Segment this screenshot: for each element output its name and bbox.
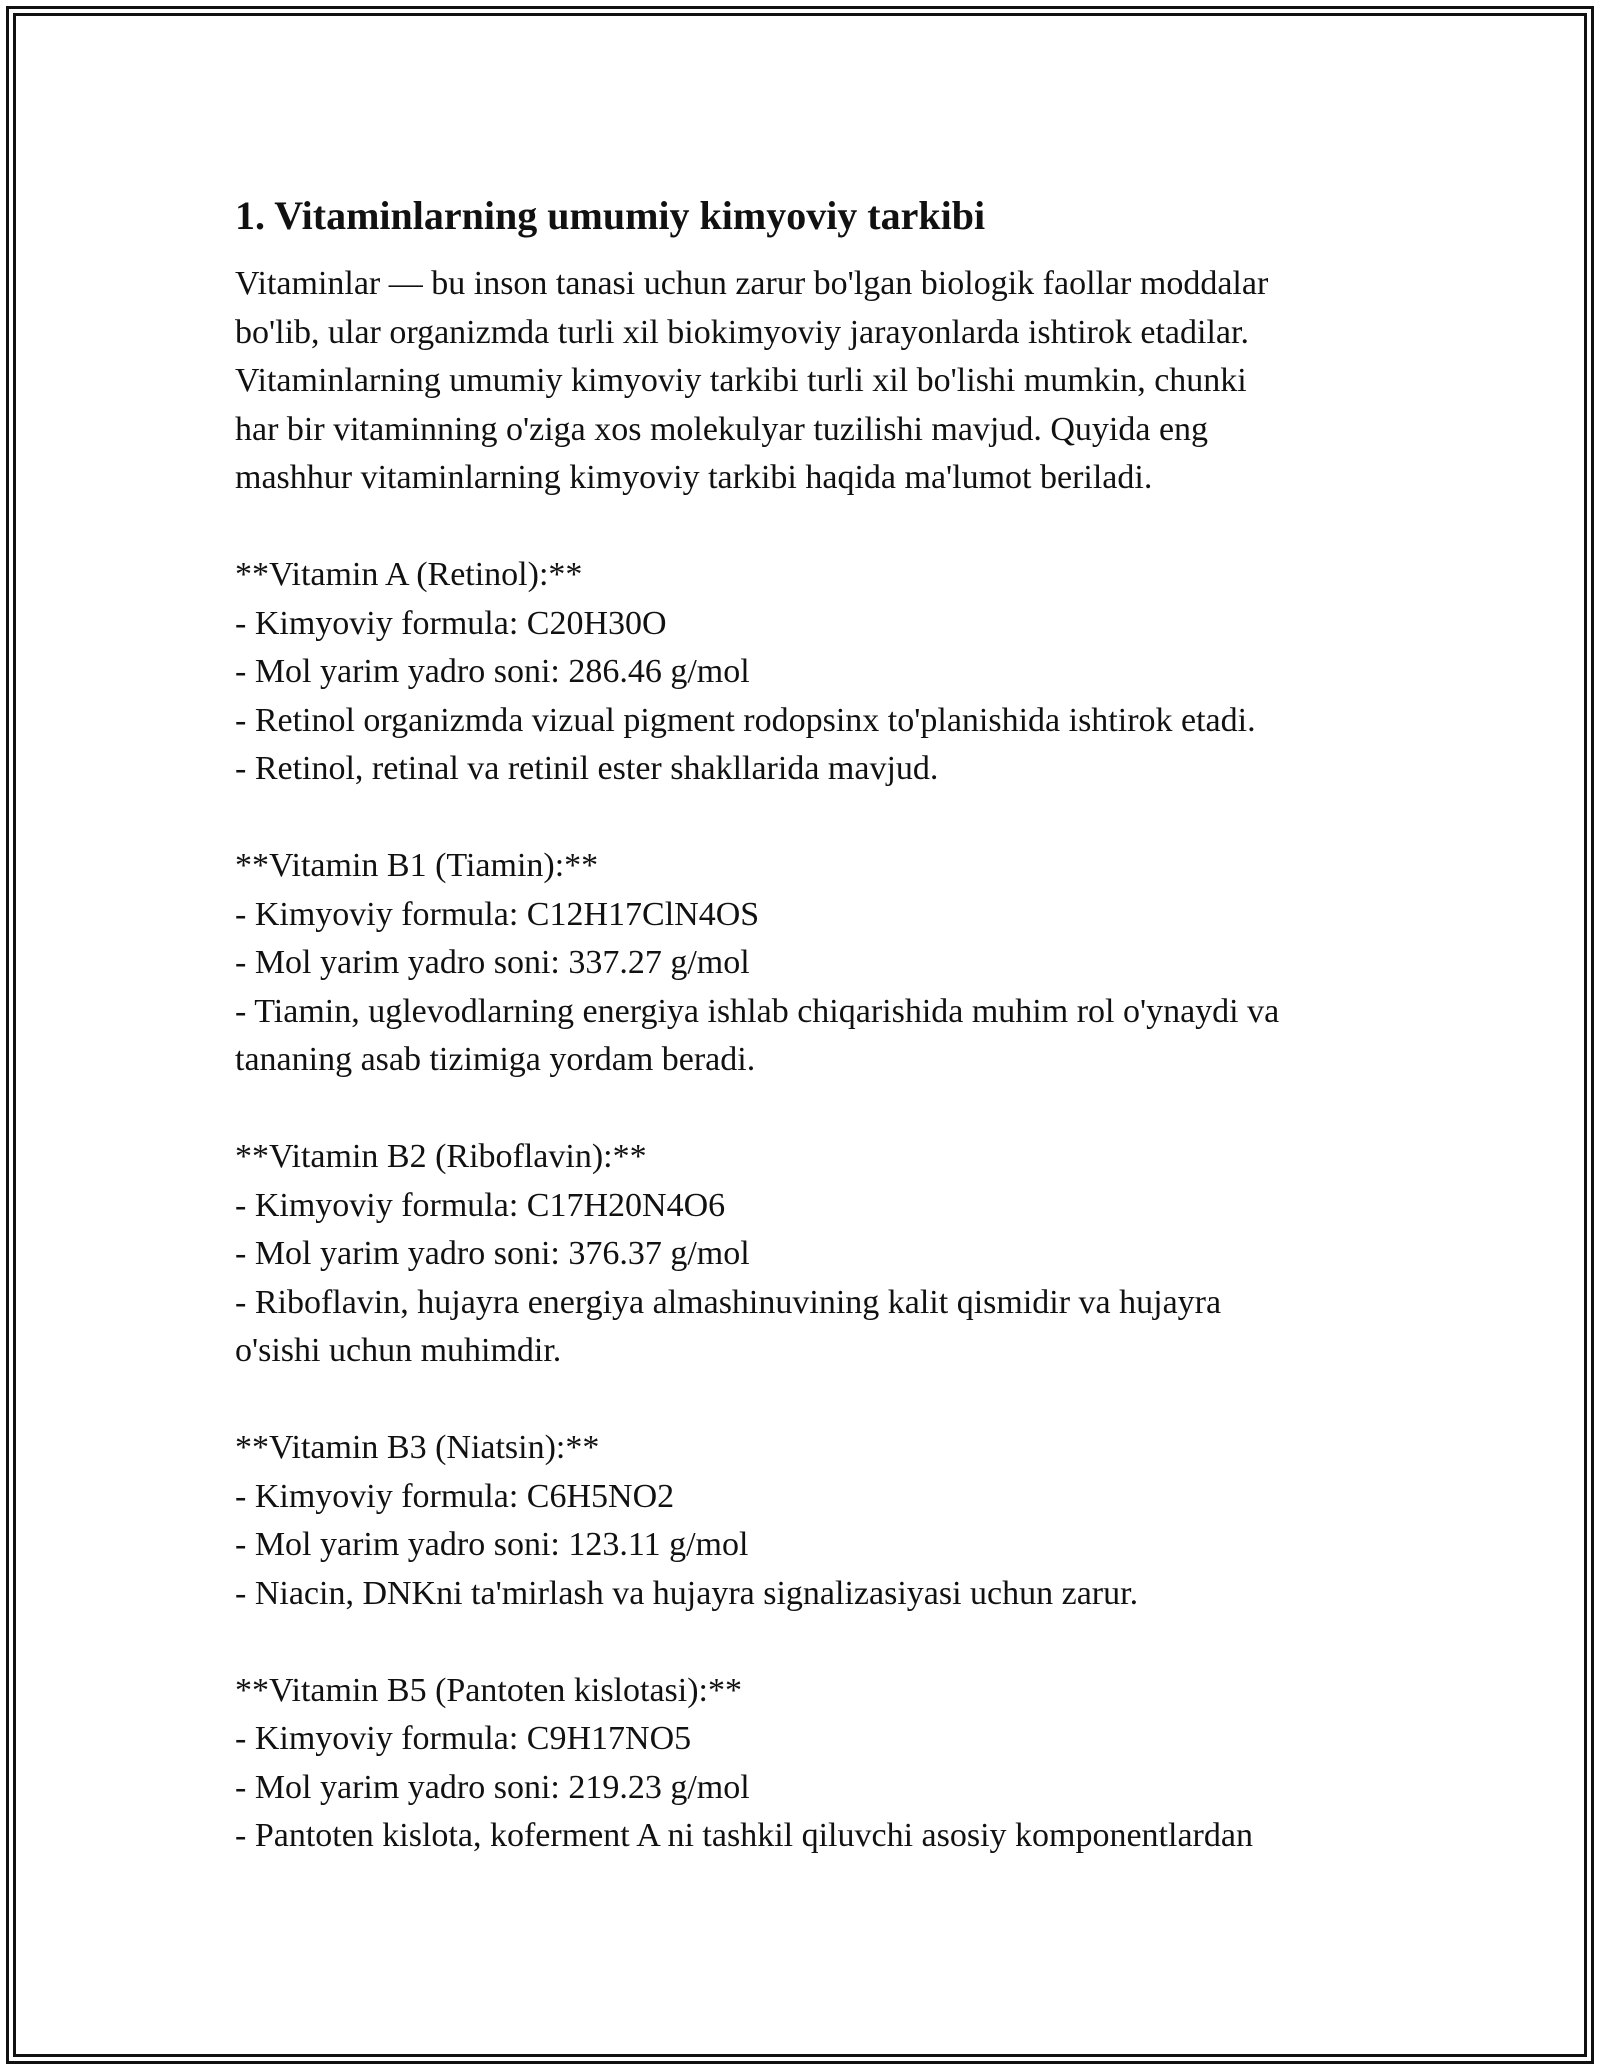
paragraph-gap <box>235 794 1375 843</box>
paragraph-gap <box>235 1376 1375 1425</box>
section-line: - Retinol, retinal va retinil ester shakllarida mavjud. <box>235 750 939 787</box>
section-line: - Kimyoviy formula: C20H30O <box>235 604 667 642</box>
section-vitamin-a <box>235 551 1375 794</box>
document-title: 1. Vitaminlarning umumiy kimyoviy tarkibi <box>235 193 986 238</box>
paragraph-gap <box>235 1085 1375 1134</box>
section-line: - Retinol organizmda vizual pigment rodopsinx to'planishida ishtirok etadi. <box>235 701 1256 739</box>
section-heading: **Vitamin B2 (Riboflavin):** <box>235 1138 647 1175</box>
section-vitamin-b1 <box>235 842 1375 1085</box>
section-line: - Kimyoviy formula: C6H5NO2 <box>235 1477 675 1515</box>
intro-line: har bir vitaminning o'ziga xos molekulyar tuzilishi mavjud. Quyida eng <box>235 410 1209 448</box>
section-line: o'sishi uchun muhimdir. <box>235 1332 562 1369</box>
section-line: - Mol yarim yadro soni: 337.27 g/mol <box>235 944 750 981</box>
section-heading: **Vitamin B1 (Tiamin):** <box>235 847 599 884</box>
section-vitamin-b5 <box>235 1667 1375 1861</box>
paragraph-gap <box>235 1618 1375 1667</box>
section-vitamin-b2 <box>235 1133 1375 1376</box>
intro-line: mashhur vitaminlarning kimyoviy tarkibi haqida ma'lumot beriladi. <box>235 459 1153 496</box>
intro-line: Vitaminlar — bu inson tanasi uchun zarur bo'lgan biologik faollar moddalar <box>235 265 1269 302</box>
section-line: - Riboflavin, hujayra energiya almashinuvining kalit qismidir va hujayra <box>235 1283 1222 1321</box>
section-line: - Kimyoviy formula: C9H17NO5 <box>235 1720 692 1757</box>
paragraph-gap <box>235 503 1375 552</box>
section-line: - Kimyoviy formula: C12H17ClN4OS <box>235 895 760 933</box>
section-line: - Mol yarim yadro soni: 376.37 g/mol <box>235 1235 750 1272</box>
document-body <box>235 186 1375 1861</box>
section-line: - Mol yarim yadro soni: 219.23 g/mol <box>235 1768 750 1806</box>
section-heading: **Vitamin A (Retinol):** <box>235 556 583 593</box>
section-line: - Pantoten kislota, koferment A ni tashkil qiluvchi asosiy komponentlardan <box>235 1817 1253 1854</box>
section-heading: **Vitamin B3 (Niatsin):** <box>235 1429 600 1466</box>
section-heading: **Vitamin B5 (Pantoten kislotasi):** <box>235 1671 742 1709</box>
section-line: - Mol yarim yadro soni: 286.46 g/mol <box>235 653 750 690</box>
section-line: tananing asab tizimiga yordam beradi. <box>235 1041 756 1078</box>
section-vitamin-b3 <box>235 1424 1375 1618</box>
intro-line: bo'lib, ular organizmda turli xil biokimyoviy jarayonlarda ishtirok etadilar. <box>235 313 1249 351</box>
intro-paragraph <box>235 260 1375 503</box>
section-line: - Kimyoviy formula: C17H20N4O6 <box>235 1186 726 1224</box>
section-line: - Niacin, DNKni ta'mirlash va hujayra signalizasiyasi uchun zarur. <box>235 1574 1139 1612</box>
intro-line: Vitaminlarning umumiy kimyoviy tarkibi turli xil bo'lishi mumkin, chunki <box>235 362 1247 399</box>
section-line: - Mol yarim yadro soni: 123.11 g/mol <box>235 1526 749 1563</box>
section-line: - Tiamin, uglevodlarning energiya ishlab chiqarishida muhim rol o'ynaydi va <box>235 992 1280 1030</box>
